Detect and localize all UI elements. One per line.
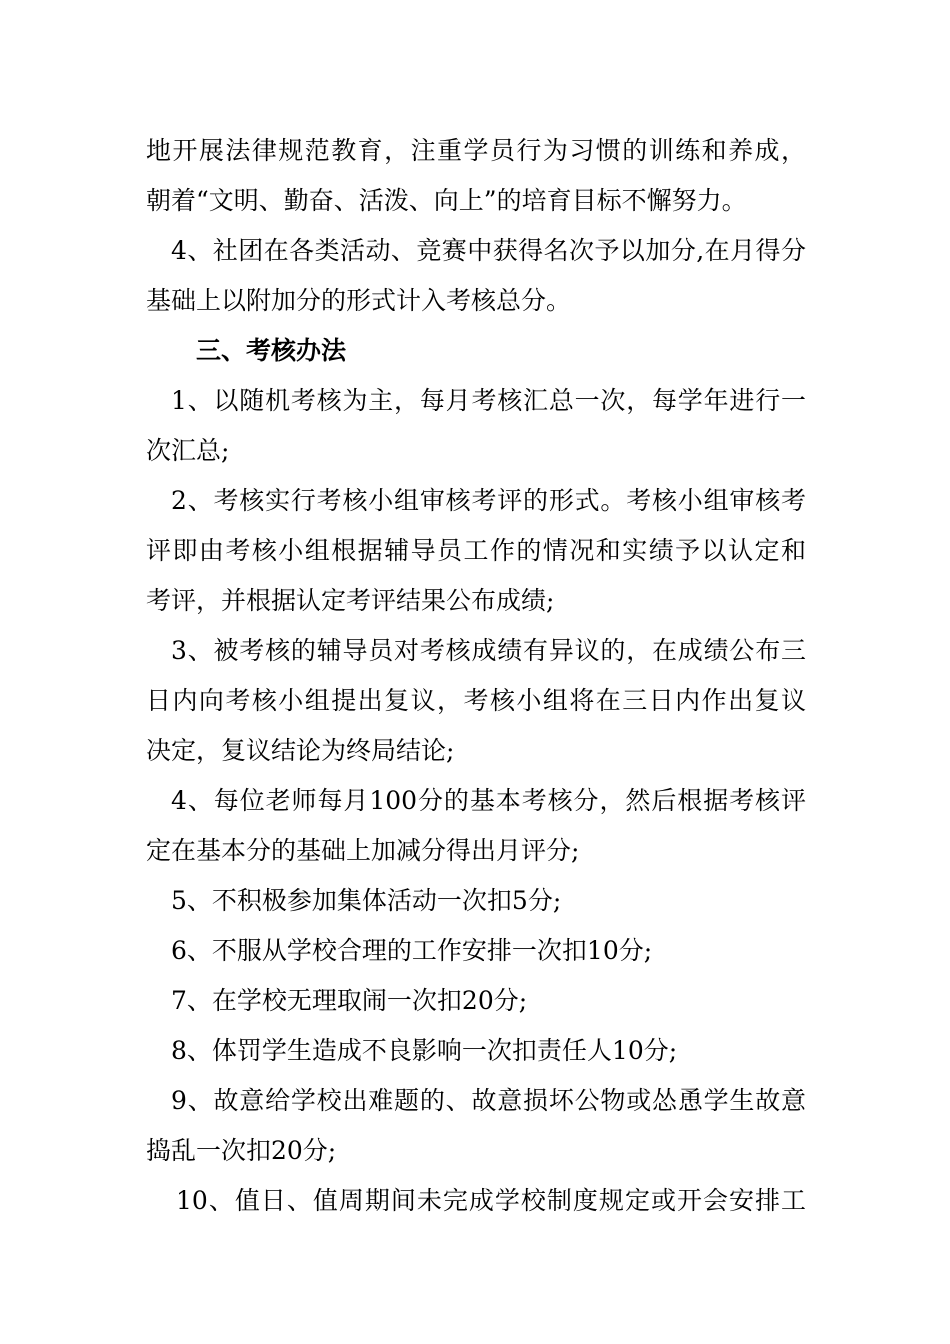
text-line: 8、体罚学生造成不良影响一次扣责任人10分; <box>171 1036 678 1065</box>
text-line: 基础上以附加分的形式计入考核总分。 <box>146 286 572 315</box>
text-line: 10、值日、值周期间未完成学校制度规定或开会安排工 <box>176 1186 806 1215</box>
text-line: 考评，并根据认定考评结果公布成绩; <box>146 586 555 615</box>
text-line: 6、不服从学校合理的工作安排一次扣10分; <box>171 936 653 965</box>
text-line: 7、在学校无理取闹一次扣20分; <box>171 986 528 1015</box>
document-body <box>146 126 806 1226</box>
text-line: 4、每位老师每月100分的基本考核分，然后根据考核评 <box>171 786 806 815</box>
text-line: 1、以随机考核为主，每月考核汇总一次，每学年进行一 <box>171 386 806 415</box>
text-line: 5、不积极参加集体活动一次扣5分; <box>171 886 562 915</box>
text-line: 地开展法律规范教育，注重学员行为习惯的训练和养成， <box>146 136 806 165</box>
text-line: 捣乱一次扣20分; <box>146 1136 337 1165</box>
text-line: 3、被考核的辅导员对考核成绩有异议的，在成绩公布三 <box>171 636 806 665</box>
text-line: 次汇总; <box>146 436 230 465</box>
text-line: 2、考核实行考核小组审核考评的形式。考核小组审核考 <box>171 486 806 515</box>
text-line: 评即由考核小组根据辅导员工作的情况和实绩予以认定和 <box>146 536 806 565</box>
text-line: 定在基本分的基础上加减分得出月评分; <box>146 836 580 865</box>
text-line: 日内向考核小组提出复议，考核小组将在三日内作出复议 <box>146 686 806 715</box>
text-line: 朝着“文明、勤奋、活泼、向上”的培育目标不懈努力。 <box>146 186 747 215</box>
section-heading: 三、考核办法 <box>196 336 347 365</box>
text-line: 决定，复议结论为终局结论; <box>146 736 455 765</box>
text-line: 9、故意给学校出难题的、故意损坏公物或怂恿学生故意 <box>171 1086 806 1115</box>
text-line: 4、社团在各类活动、竞赛中获得名次予以加分,在月得分 <box>171 236 806 265</box>
